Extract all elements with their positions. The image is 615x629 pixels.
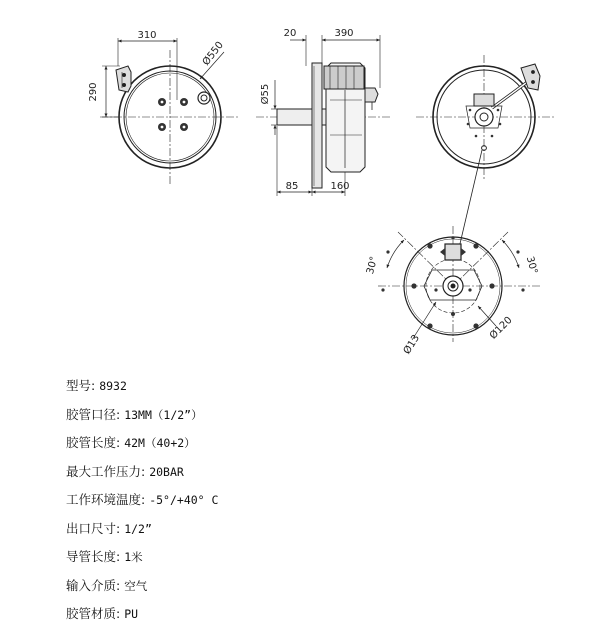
spec-value: 42M（40+2）: [124, 436, 196, 450]
spec-outlet-size: [66, 515, 218, 544]
front-view: [100, 38, 238, 185]
dim-base-160: 160: [330, 181, 350, 192]
spec-label: 输入介质:: [66, 577, 121, 593]
spec-label: 出口尺寸:: [66, 520, 121, 536]
spec-value: PU: [124, 607, 139, 621]
side-view: [256, 35, 392, 196]
dim-diameter-550: Ø550: [200, 39, 226, 68]
spec-value: 8932: [99, 379, 127, 393]
spec-label: 胶管材质:: [66, 606, 121, 621]
angle-right-30: 30°: [523, 255, 540, 276]
spec-max-pressure: [66, 458, 218, 487]
spec-medium: [66, 572, 218, 601]
dim-shaft-55: Ø55: [260, 83, 271, 105]
spec-value: 13MM（1/2”）: [124, 407, 203, 422]
spec-label: 胶管口径:: [66, 406, 121, 422]
dim-offset-20: 20: [283, 28, 297, 39]
spec-label: 最大工作压力:: [66, 463, 146, 479]
spec-hose-diameter: [66, 401, 218, 430]
spec-temperature: [66, 486, 218, 515]
spec-value: 1/2”: [124, 521, 152, 536]
dim-width-310: 310: [137, 30, 157, 41]
angle-left-30: 30°: [364, 255, 381, 276]
rear-view: [416, 55, 556, 248]
dim-base-left-85: 85: [285, 181, 299, 192]
detail-view: [378, 226, 540, 342]
spec-model: [66, 372, 218, 401]
spec-value: 空气: [124, 578, 148, 593]
spec-label: 胶管长度:: [66, 435, 121, 450]
spec-label: 导管长度:: [66, 549, 121, 564]
spec-value: 20BAR: [149, 464, 184, 479]
dim-height-290: 290: [88, 82, 99, 102]
spec-hose-material: [66, 600, 218, 629]
spec-hose-length: [66, 429, 218, 458]
spec-value: -5°/+40° C: [149, 493, 219, 507]
spec-label: 工作环境温度:: [66, 492, 146, 507]
spec-list: [66, 372, 218, 629]
spec-label: 型号:: [66, 378, 96, 393]
spec-value: 1米: [124, 550, 143, 564]
dim-depth-390: 390: [334, 28, 354, 39]
circle-diameter-120: Ø120: [487, 314, 515, 342]
hole-diameter-13: Ø13: [401, 333, 423, 357]
spec-lead-hose-length: [66, 543, 218, 572]
